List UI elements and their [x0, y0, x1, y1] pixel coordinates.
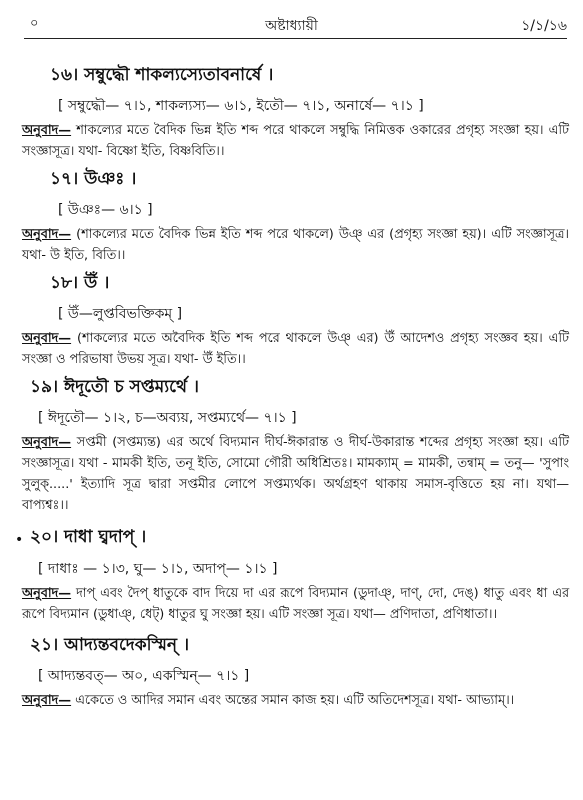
sutra-translation	[22, 583, 569, 625]
header-rule	[24, 38, 567, 39]
sutra-vibhakti: [ আদ্যন্তবত্— অ০, একস্মিন্— ৭।১ ]	[38, 668, 250, 684]
sutra-translation	[22, 690, 569, 711]
sutra-title: ১৬। সম্বুদ্ধৌ শাকল্যস্যেতাবনার্ষে ।	[50, 65, 274, 85]
sutra-translation	[22, 328, 569, 370]
sutra-reference: ১/১/১৬	[521, 18, 567, 34]
sutra-title: ২০। দাধা ঘ্বদাপ্ ।	[30, 527, 147, 547]
page-title: অষ্টাধ্যায়ী	[265, 18, 318, 34]
sutra-vibhakti: [ সম্বুদ্ধৌ— ৭।১, শাকল্যস্য— ৬।১, ইতৌ— ৭।১, অনার্ষে— ৭।১ ]	[58, 98, 424, 114]
translation-label: অনুবাদ—	[22, 331, 72, 346]
sutra-translation	[22, 120, 569, 162]
sutra-vibhakti: [ ঈদূতৌ— ১।২, চ—অব্যয়, সপ্তম্যর্থে— ৭।১ ]	[38, 410, 297, 426]
translation-text: (শাকল্যের মতে অবৈদিক ইতি শব্দ পরে থাকলে উঞ্ এর) উঁ আদেশও প্রগৃহ্য সংজ্ঞব হয়। এটি সংজ্ঞা ও পরিভাষা উভয় সূত্র। যথা- উঁ ইতি।।	[22, 331, 569, 367]
page-number: ০	[30, 16, 39, 31]
sutra-translation	[22, 224, 569, 266]
translation-text: শাকল্যের মতে বৈদিক ভিন্ন ইতি শব্দ পরে থাকলে সম্বুদ্ধি নিমিত্তক ওকারের প্রগৃহ্য সংজ্ঞা হয়। এটি সংজ্ঞাসূত্র। যথা- বিষ্ণো ইতি, বিষ্ণবিতি।।	[22, 123, 569, 159]
margin-mark: •	[15, 532, 24, 548]
sutra-title: ১৯। ঈদূতৌ চ সপ্তম্যর্থে ।	[30, 377, 199, 397]
running-header	[0, 14, 583, 36]
translation-label: অনুবাদ—	[22, 123, 72, 138]
translation-label: অনুবাদ—	[22, 435, 72, 450]
sutra-vibhakti: [ উঞঃ— ৬।১ ]	[58, 202, 153, 218]
sutra-vibhakti: [ দাধাঃ — ১।৩, ঘু— ১।১, অদাপ্— ১।১ ]	[38, 561, 278, 577]
translation-text: দাপ্ এবং দৈপ্ ধাতুকে বাদ দিয়ে দা এর রূপে বিদ্যমান (ডুদাঞ্, দাণ্, দো, দেঙ্) ধাতু এবং ধা এর রূপে বিদ্যমান (ডুধাঞ্, ধেট্) ধাতুর ঘু সংজ্ঞা হয়। এটি সংজ্ঞা সূত্র। যথা— প্রণিদাতা, প্রণিধাতা।।	[22, 586, 569, 622]
sutra-title: ১৭। উঞঃ ।	[50, 169, 137, 189]
sutra-translation	[22, 432, 569, 516]
sutra-title: ২১। আদ্যন্তবদেকস্মিন্ ।	[30, 635, 190, 655]
translation-label: অনুবাদ—	[22, 586, 72, 601]
sutra-vibhakti: [ উঁ—লুপ্তবিভক্তিকম্ ]	[58, 306, 183, 322]
translation-text: সপ্তমী (সপ্তম্যন্ত) এর অর্থে বিদ্যমান দীর্ঘ-ঈকারান্ত ও দীর্ঘ-উকারান্ত শব্দের প্রগৃহ্য সংজ্ঞা হয়। এটি সংজ্ঞাসূত্র। যথা - মামকী ইতি, তনূ ইতি, সোমো গৌরী অধিশ্রিতঃ। মামক্যাম্ = মামকী, তন্বাম্ = তনু— 'সুপাং সুলুক্.....' ইত্যাদি সূত্র দ্বারা সপ্তমীর লোপে সপ্তম্যর্থক। অর্থগ্রহণ থাকায় সমাস-বৃত্তিতে হয় না। যথা— বাপ্যশ্বঃ।।	[22, 435, 569, 513]
translation-text: (শাকল্যের মতে বৈদিক ভিন্ন ইতি শব্দ পরে থাকলে) উঞ্ এর (প্রগৃহ্য সংজ্ঞা হয়)। এটি সংজ্ঞাসূত্র। যথা- উ ইতি, বিতি।।	[22, 227, 569, 263]
translation-label: অনুবাদ—	[22, 693, 72, 708]
sutra-title: ১৮। উঁ ।	[50, 273, 110, 293]
translation-label: অনুবাদ—	[22, 227, 72, 242]
translation-text: একেতে ও আদির সমান এবং অন্তের সমান কাজ হয়। এটি অতিদেশসূত্র। যথা- আভ্যাম্।।	[71, 693, 515, 708]
